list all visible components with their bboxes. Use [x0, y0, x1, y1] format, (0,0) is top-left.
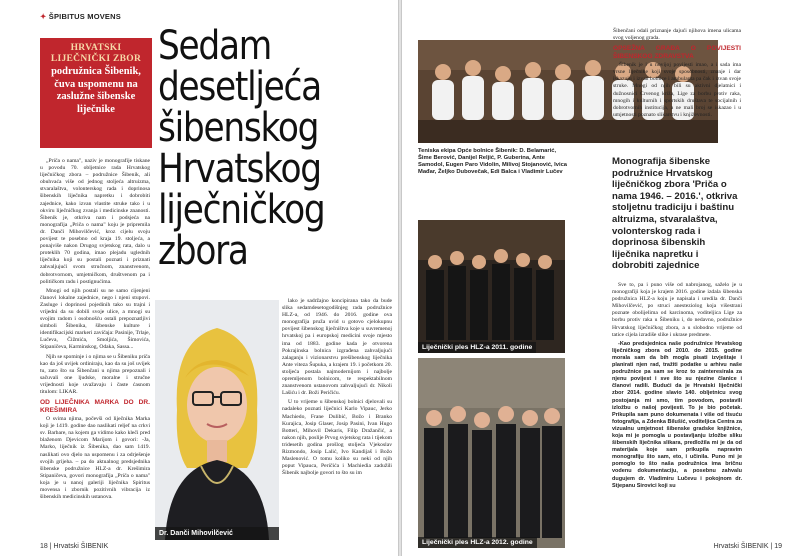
kicker: HRVATSKI LIJEČNIČKI ZBOR: [50, 43, 142, 64]
headline-line: zbora: [158, 228, 248, 274]
paragraph: „Priča o nama", naziv je monografije tiskane u povodu 70. obljetnice rada Hrvatskog liječničkog zbora – podružnice Šibenik, ali obuhvaća više od jednog stoljeća altruizma, stvaralaštva, volonterskog rada i doprinosa šibenskih liječnika napretku i dobrobiti zajednice, kako izvan vlastite struke tako i u okviru liječničkog zvanja i medicinske znanosti. Šibenik je, otkriva nam i podsjeća na monografija „Priča o nama" koju je pripremila dr. Danči Mihovilčević, kroz cijelu svoju povijest te posebno od kraja 19. stoljeća, a ponajviše nakon Drugog svjetskog rata, dalo u proteklih 70 godina, imao plejadu uglednih liječnika koji su postali poznati i priznati zahvaljujući svom stručnom, znanstvenom, dobrotvornom, umjetničkom, društvenom pa i političkom radu i postignućima.: [40, 158, 150, 285]
body-column-1: [40, 158, 150, 503]
left-page: [0, 0, 398, 556]
running-head: ✦ ŠPIBITUS MOVENS: [40, 12, 121, 21]
headline-line: liječničkog: [158, 187, 325, 233]
ball-photo-2012: [418, 358, 565, 548]
headline-line: šibenskog: [158, 105, 319, 151]
body-column-r2: [612, 282, 742, 492]
paragraph: O svima njima, počevši od liječnika Marka koji je 1419. godine dao naslikati reljef na crkvi sv. Barbare, na kojem ga vidimo kako kleči pred blaženom Djevicom Marijom i govori: -Ja, Marko, liječnik iz Šibenika, dao sam 1419. naslikati ovo djelo na uspomenu i za odrješenje svojih grijeha. – pa do aktualnog predsjednika šibenske podružnice HLZ-a dr. Krešimira Stipaničeva, govori monografija „Priča o nama" koja je u nanoj galeriji liječnika Spiritus movensa i zbornik pozitivnih vibracija iz šibenskih medicinskih ustanova.: [40, 416, 150, 501]
paragraph: lako je sadržajno koncipirana tako da bude slika sedamdesetogodišnjeg rada podružnice HLZ-a, od 1946. do 2016. godine ova monografija pruža uvid u gotovo cjelokupnu povijest šibenskog liječništva koje u suvremenoj hrvatskoj pa i europskoj medicini svoje mjesto ima od 1883. godine kada je otvorena Pokrajinska bolnica izgrađena zahvaljujući zalaganju i vizionarstvu prešibenskog liječnika Ante viteza Šupuka, a krajem 19. i početkom 20. stoljeća postala najmodernijom i najbolje opremljenom bolnicom, te respektabilnom znanstvenom ustanovom zahvaljujući dr. Nikoli Lašiću i dr. Boži Peričiću.: [282, 298, 392, 397]
ball-photo-illustration: [418, 358, 565, 548]
photo-caption: Teniska ekipa Opće bolnice Šibenik: D. Belamarić, Šime Berović, Danijel Reljić, P. Guberina, Ante Samodol, Eugen Paro Vidolin, Milivoj Stojanović, Ivica Mađar, Željko Dubovečak, Edi Balca i Vladimir Lučev: [418, 148, 568, 175]
photo-caption: Liječnički ples HLZ-a 2011. godine: [418, 342, 536, 353]
headline-line: desetljeća: [158, 64, 321, 110]
subheading: OD LIJEČNIKA MARKA DO DR. KREŠIMIRA: [40, 399, 150, 414]
deck: podružnica Šibenik, čuva uspomenu na zaslužne šibenske liječnike: [51, 66, 141, 115]
portrait-caption: Dr. Danči Mihovilčević: [155, 527, 279, 540]
headline-box: [40, 38, 152, 148]
page-number: Hrvatski ŠIBENIK | 19: [713, 543, 782, 550]
subheading: OPSEŽNA GRAĐA O POVIJESTI ŠIBENSKOG ZDRAVSTVA: [613, 45, 741, 60]
paragraph: Šibenik je i u novijoj povijesti imao, a i sada ima vrsne liječnike koji svoje sposobnosti, znanje i dar iskazuju i izvan bolnice i ambulanta pa čak i izvan svoje struke. Mnogi od njih bili su aktivni djelatnici i dužnosnici Crvenog križa, Lige za borbu protiv raka, mnogih i kulturnih i sportskih društava te socijalnih i dobrotvornih institucija, a ne mali broj se iskazao i u umjetnosti poznato slikarstvu i književnosti.: [613, 62, 741, 118]
pull-quote: Monografija šibenske podružnice Hrvatskog liječničkog zbora 'Priča o nama 1946. – 2016.', otkriva stoljetnu tradiciju i baštinu altruizma, stvaralaštva, volonterskog rada i doprinosa šibenskih liječnika napretku i dobrobiti zajednice: [612, 156, 738, 272]
paragraph: Njih se spominje i o njima se u Šibeniku priča kao da još uvijek ordiniraju, kao da su još uvijek tu, zato što su Šibenčani u njima prepoznali i sačuvali one ljudske, moralne i stručne vrijednosti koje uvažavaju i časte ćasnom titulom: LIKAR.: [40, 353, 150, 395]
paragraph: Mnogi od njih postali su ne samo cijenjeni članovi lokalne zajednice, nego i njeni stupovi. Zasluge i doprinosi pojedinih tako su trajni i vrijedni da su dobili svoje ulice, a mnogi su svojim radom i osobnošću ostali prepoznatljivi simboli Šibenika, šibenske kulture i identifikacijski markeri zavičaja: Pasinije, Trlaje, Lučeva, Čižmića, Smoljića, Šimovića, Stipaničeva, Karminskog, Odaka, Sassa...: [40, 287, 150, 351]
portrait-illustration: [155, 300, 279, 540]
paragraph: Šibenčani odali priznanje dajući njihova imena ulicama svog voljenog grada.: [613, 28, 741, 42]
ornament-icon: ✦: [40, 12, 47, 21]
paragraph: -Kao predsjednica naše podružnice Hrvatskog liječničkog zbora od 2010. do 2015. godine morala sam da bih mogla pisati izvještaje i planirati njen rad, tražiti podatke u arhivu naše podružnice pa sam se kroz to zainteresirala za njenu povijest i sve što su njezine članice i članovi radili. Budući da je Hrvatski liječnički zbor 2014. godine slavio 140. obljetnicu svog postojanja mi smo, tim povodom, postavili izložbu o našoj povijesti. To je bio početak. Prikupila sam puno dokumenata i više od tisuću fotografija, a Zdenka Bilušić, voditeljica Centra za vizualnu umjetnost šibenske gradske knjižnice, koja mi je pomogla u postavljanju izložbe sliku šibenskih liječnika slikara, predložila mi je da od materijala koje sam prikupila napravim monografiju što sam, eto, i učinila. Puno mi je pomoglo to što naša podružnica ima bričnu vodenu dokumentaciju, a posebnu zahvalu dugujem dr. Vladimiru Lučevu i pokojnom dr. Stjepanu Sirovici koji su: [612, 340, 742, 489]
body-column-3: [282, 298, 392, 479]
ball-photo-illustration: [418, 220, 565, 353]
headline-line: Sedam: [158, 23, 271, 69]
photo-caption: Liječnički ples HLZ-a 2012. godine: [418, 537, 537, 548]
page-title: [158, 23, 361, 274]
headline-line: Hrvatskog: [158, 146, 321, 192]
paragraph: Sve to, pa i puno više od nabrojanog, saželo je u monografiji koja je krajem 2016. godine izdala šibenska podružnica HLZ-a koju je napisala i uredila dr. Danči Mihovilčević, po struci anesteziolog koja višestrani poznate obolijelima od karcinoma, voditeljica Lige za borbu protiv raka u Šibeniku i, do nedavno, podružnice Hrvatskog liječničkog zbora, a u slobodno vrijeme od tatice cijela izradiše slike i ukrase predmete.: [612, 282, 742, 338]
ball-photo-2011: [418, 220, 565, 353]
body-column-r1: [613, 28, 741, 121]
portrait-photo: [155, 300, 279, 540]
paragraph: U to vrijeme u šibenskoj bolnici djelovali su nadaleko poznati liječnici Karlo Vipauc, Jerko Machiedo, Frane Dulibić, Božo i Branko Kurajica, Josip Glaser, Josip Pasini, Ivan Hugo Botteri, Mihovil Dekaris, Filip Dražančić, a nakon njih, poslije Prvog svjetskog rata i tijekom tridesetih godina prošlog stoljeća Vjekoslav Rizmondo, Josip Lalić, Ivo Kandijaš i Božo Maslenović. O tomu koliko su neki od njih poput Vipauca, Peričića i Machiedia zadužili Šibenik najbolje govori to što su im: [282, 399, 392, 477]
page-number: 18 | Hrvatski ŠIBENIK: [40, 543, 109, 550]
